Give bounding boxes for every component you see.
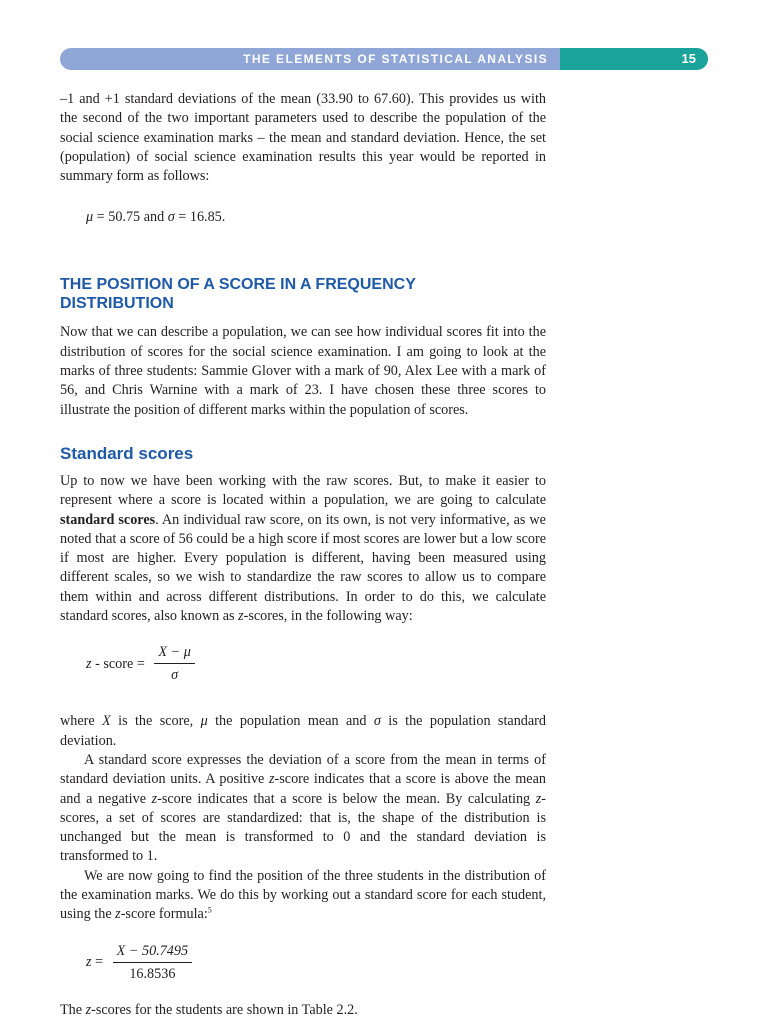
- section-heading: THE POSITION OF A SCORE IN A FREQUENCY DISTRIBUTION: [60, 276, 416, 313]
- p4-text-a: where: [60, 713, 103, 730]
- sigma-symbol-2: σ: [373, 713, 381, 730]
- running-header: [60, 48, 708, 70]
- p7-text-a: The: [60, 1001, 86, 1018]
- p6-text-a: We are now going to find the position of the three students in the distribution of the examination marks. We do this by working out a standard score for each student, using the: [60, 867, 546, 923]
- p6-text-b: -score formula:: [120, 906, 208, 923]
- applied-numerator: X − 50.7495: [113, 943, 192, 963]
- header-left-band: [60, 48, 560, 70]
- sigma-symbol: σ: [167, 209, 175, 226]
- z-symbol-4: z: [535, 790, 542, 807]
- and-word: and: [140, 209, 168, 226]
- paragraph-6: [60, 867, 546, 925]
- subsection-heading: Standard scores: [60, 443, 194, 463]
- header-right-band: [560, 48, 708, 70]
- p5-text-a: A standard score expresses the deviation of a score from the mean in terms of standard deviation units. A positive: [60, 751, 546, 788]
- eq2-lhs: - score =: [91, 655, 149, 672]
- p7-text-b: -scores for the students are shown in Table 2.2.: [91, 1001, 358, 1018]
- mu-symbol: μ: [86, 209, 94, 226]
- paragraph-1: –1 and +1 standard deviations of the mean (33.90 to 67.60). This provides us with the second of the two important parameters used to describe the population of the social science examination marks – the mean and standard deviation. Hence, the set (population) of social science examination results this year would be reported in summary form as follows:: [60, 91, 546, 185]
- p5-text-d: -scores, a set of scores are standardized: that is, the shape of the distribution is unchanged but the mean is transformed to 0 and the standard deviation is transformed to 1.: [60, 790, 546, 865]
- equation-population-summary: [86, 208, 546, 227]
- equation-z-score: [86, 644, 546, 684]
- equation-z-applied: [86, 943, 546, 983]
- z-symbol-5: z: [115, 906, 121, 923]
- p3-text-c: -scores, in the following way:: [243, 608, 413, 625]
- eq2-z: z: [86, 655, 92, 672]
- paragraph-3: [60, 472, 546, 626]
- fraction-denominator: σ: [171, 667, 179, 684]
- eq3-equals: =: [91, 954, 107, 971]
- paragraph-4: [60, 712, 546, 751]
- x-symbol: X: [102, 713, 111, 730]
- p3-text-b: . An individual raw score, on its own, is not very informative, as we noted that a score of 56 could be a high score if most scores are lower but a low score if most are higher. Every population is different, having been measured using different scales, so we wish to standardize the raw scores to allow us to compare them within and across different distributions. In order to do this, we calculate standard scores, also known as: [60, 511, 546, 625]
- mu-value: = 50.75: [93, 209, 141, 226]
- applied-denominator: 16.8536: [129, 965, 176, 982]
- paragraph-7: [60, 1001, 546, 1020]
- p5-text-b: -score indicates that a score is above the mean and a negative: [60, 771, 546, 807]
- paragraph-2: Now that we can describe a population, we can see how individual scores fit into the distribution of scores for the social science examination. I am going to look at the marks of three students: Sammie Glover with a mark of 90, Alex Lee with a mark of 56, and Chris Warnine with a mark of 23. I have chosen these three scores to illustrate the position of different marks within the population of scores.: [60, 324, 546, 418]
- z-symbol: z: [238, 608, 244, 625]
- applied-fraction: [113, 943, 192, 983]
- sigma-value: = 16.85.: [174, 209, 226, 226]
- z-score-fraction: [154, 644, 194, 684]
- eq3-z: z: [86, 954, 92, 971]
- z-symbol-2: z: [269, 771, 275, 788]
- page-body: [60, 90, 546, 1020]
- p4-text-d: is the population standard deviation.: [60, 713, 546, 749]
- mu-symbol-2: μ: [200, 713, 208, 730]
- p3-text-a: Up to now we have been working with the raw scores. But, to make it easier to represent where a score is located within a population, we are going to calculate: [60, 472, 546, 509]
- standard-scores-term: standard scores: [60, 511, 156, 528]
- running-header-title: THE ELEMENTS OF STATISTICAL ANALYSIS: [243, 52, 548, 66]
- z-symbol-6: z: [85, 1001, 92, 1018]
- paragraph-5: [60, 751, 546, 867]
- z-symbol-3: z: [151, 790, 158, 807]
- p4-text-b: is the score,: [110, 713, 201, 730]
- footnote-marker: 5: [207, 905, 212, 915]
- p5-text-c: -score indicates that a score is below the mean. By calculating: [157, 790, 536, 807]
- p4-text-c: the population mean and: [207, 713, 374, 730]
- page-number: 15: [681, 51, 696, 66]
- fraction-numerator: X − μ: [154, 644, 194, 664]
